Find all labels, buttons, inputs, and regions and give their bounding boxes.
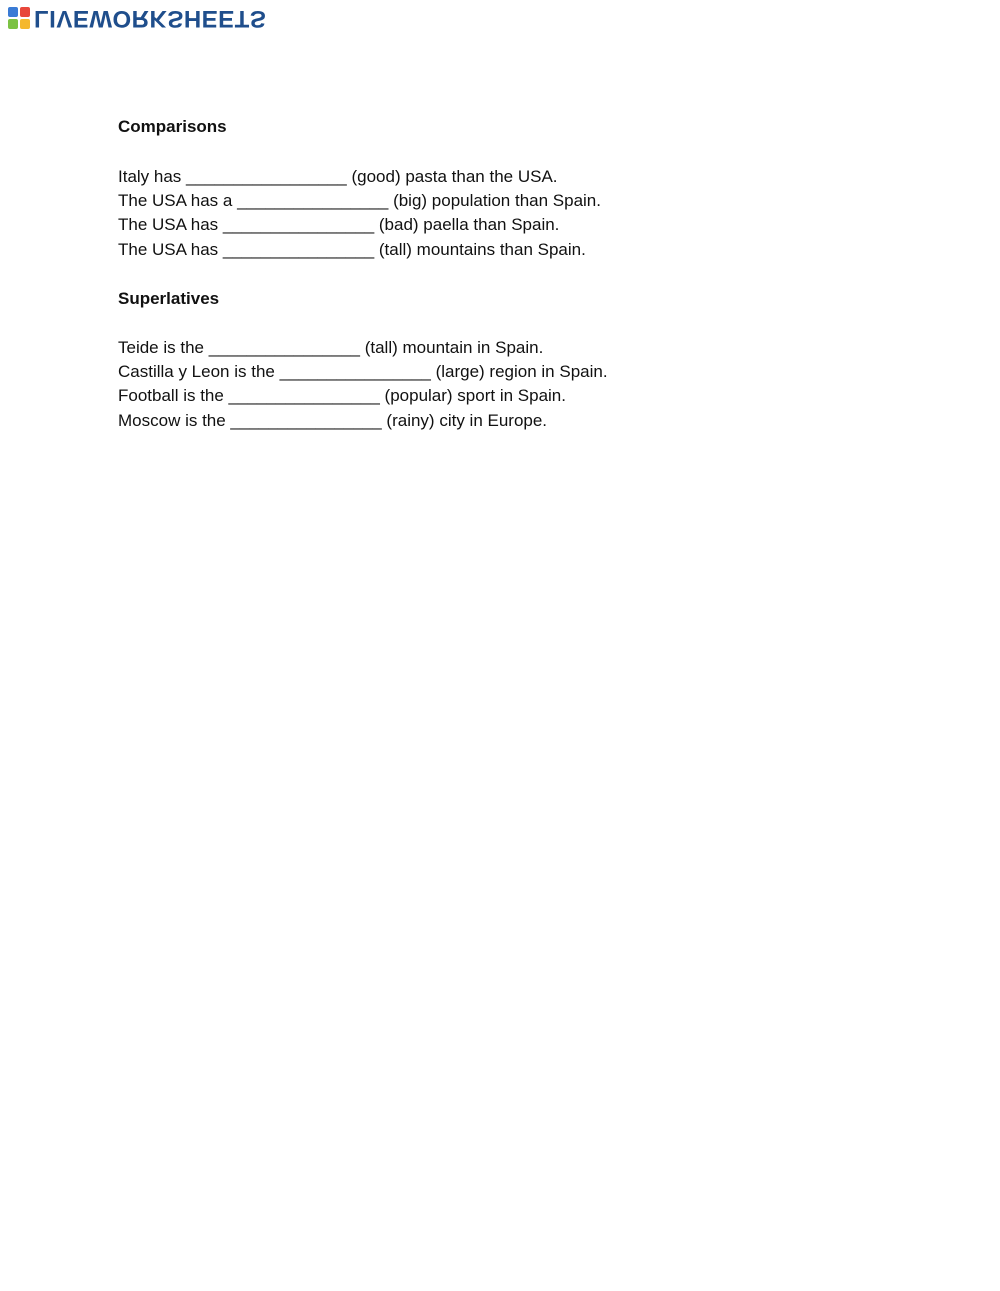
logo-text: LIVEWORKSHEETS: [34, 5, 267, 32]
logo-square: [8, 7, 18, 17]
exercise-line: Moscow is the ________________ (rainy) city in Europe.: [118, 411, 548, 430]
exercise-line: The USA has a ________________ (big) population than Spain.: [118, 191, 601, 210]
logo-square: [20, 7, 30, 17]
section-heading-comparisons: Comparisons: [118, 117, 227, 136]
logo-squares-icon: [8, 7, 30, 29]
logo-square: [20, 19, 30, 29]
exercise-line: Italy has _________________ (good) pasta than the USA.: [118, 167, 558, 186]
exercise-line: Football is the ________________ (popular) sport in Spain.: [118, 386, 566, 405]
exercise-line: Teide is the ________________ (tall) mountain in Spain.: [118, 338, 544, 357]
section-heading-superlatives: Superlatives: [118, 289, 220, 308]
exercise-line: Castilla y Leon is the ________________ (large) region in Spain.: [118, 362, 608, 381]
exercise-line: The USA has ________________ (bad) paella than Spain.: [118, 215, 560, 234]
logo-square: [8, 19, 18, 29]
exercise-line: The USA has ________________ (tall) mountains than Spain.: [118, 240, 586, 259]
liveworksheets-logo: [8, 6, 266, 30]
